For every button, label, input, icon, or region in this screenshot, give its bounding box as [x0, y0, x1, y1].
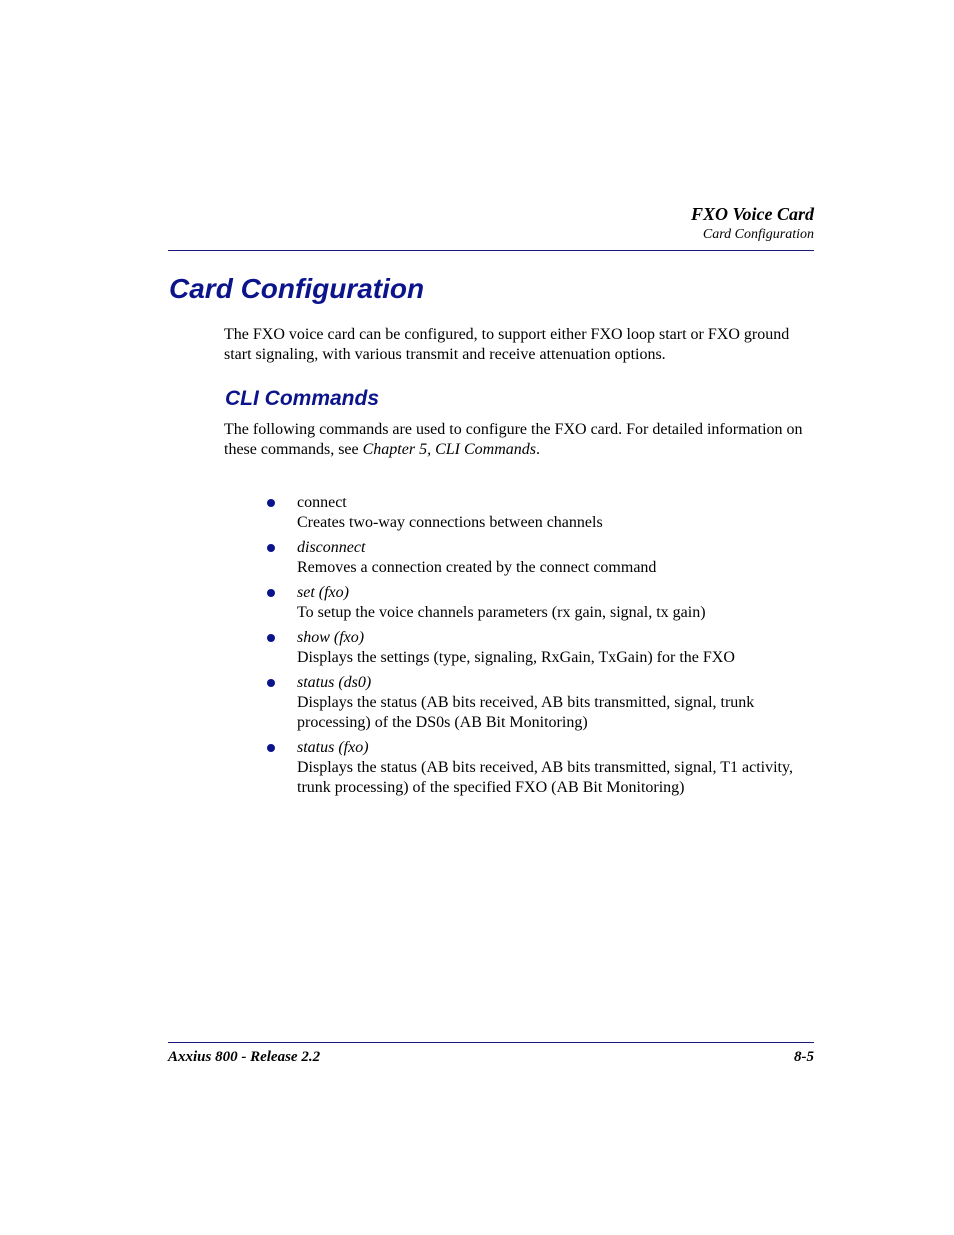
command-name: connect — [297, 494, 347, 511]
command-item-status-ds0 — [265, 673, 805, 733]
command-description: Creates two-way connections between channels — [297, 514, 603, 531]
footer-product-release: Axxius 800 - Release 2.2 — [168, 1049, 321, 1065]
footer-page-number: 8-5 — [794, 1049, 814, 1065]
bullet-icon — [267, 589, 275, 597]
command-name: set (fxo) — [297, 584, 349, 601]
page-title: Card Configuration — [169, 273, 425, 304]
command-description: Displays the status (AB bits received, AB bits transmitted, signal, T1 activity, trunk processing) of the specified FXO (AB Bit Monitoring) — [297, 759, 793, 796]
command-description: Displays the settings (type, signaling, RxGain, TxGain) for the FXO — [297, 649, 735, 666]
intro-paragraph: The FXO voice card can be configured, to support either FXO loop start or FXO ground start signaling, with various transmit and receive attenuation options. — [224, 326, 790, 363]
section-text-before: The following commands are used to configure the FXO card. For detailed information on these commands, see — [224, 421, 803, 458]
command-description: Removes a connection created by the connect command — [297, 559, 657, 576]
command-item-status-fxo — [265, 738, 805, 798]
command-description: To setup the voice channels parameters (rx gain, signal, tx gain) — [297, 604, 706, 621]
header-title: FXO Voice Card — [690, 204, 814, 224]
command-description: Displays the status (AB bits received, AB bits transmitted, signal, trunk processing) of the DS0s (AB Bit Monitoring) — [297, 694, 755, 731]
bullet-icon — [267, 544, 275, 552]
bullet-icon — [267, 744, 275, 752]
footer-rule — [168, 1042, 814, 1043]
command-item-disconnect — [265, 538, 805, 578]
command-name: show (fxo) — [297, 629, 365, 646]
command-name: status (fxo) — [297, 739, 369, 756]
section-paragraph — [224, 420, 816, 460]
command-item-set-fxo — [265, 583, 805, 623]
section-text-after: . — [535, 441, 540, 458]
chapter-reference: Chapter 5, CLI Commands — [362, 441, 536, 458]
bullet-icon — [267, 634, 275, 642]
command-item-connect — [265, 493, 805, 533]
command-list — [265, 493, 805, 803]
header-rule — [168, 250, 814, 251]
section-title: CLI Commands — [225, 387, 380, 410]
command-item-show-fxo — [265, 628, 805, 668]
command-name: status (ds0) — [297, 674, 372, 691]
header-subtitle: Card Configuration — [702, 227, 814, 242]
bullet-icon — [267, 679, 275, 687]
command-name: disconnect — [297, 539, 366, 556]
bullet-icon — [267, 499, 275, 507]
running-header — [168, 202, 814, 245]
